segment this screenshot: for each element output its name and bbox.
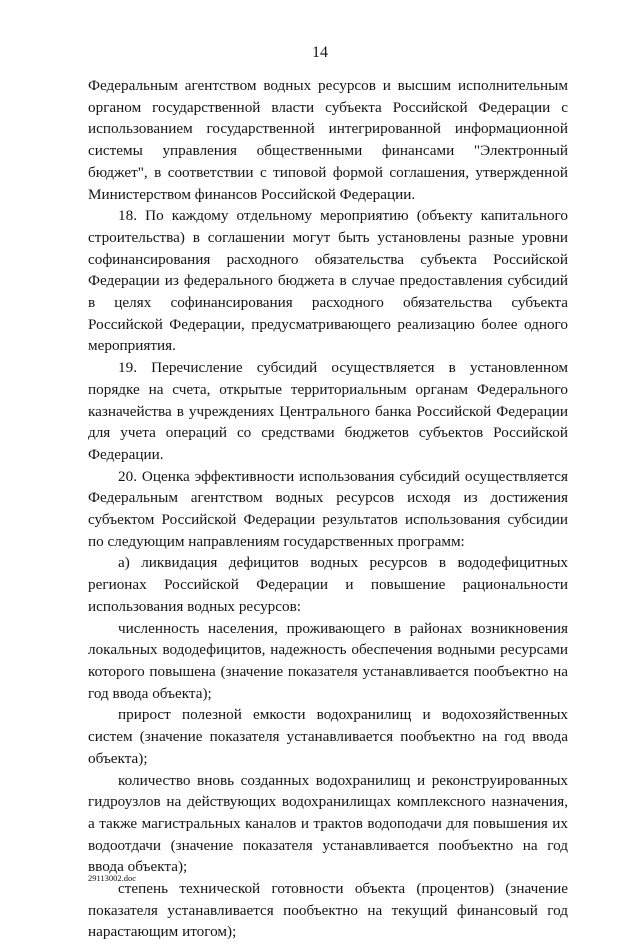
paragraph-indicator-readiness: степень технической готовности объекта (процентов) (значение показателя устанавливается пообъектно на текущий финансовый год нарастающим итогом); xyxy=(88,880,568,941)
footer-filename: 29113002.doc xyxy=(88,873,137,883)
paragraph-20: 20. Оценка эффективности использования субсидий осуществляется Федеральным агентством водных ресурсов исходя из достижения субъектом Российской Федерации результатов использования субсидии по следующим направлениям государственных программ: xyxy=(88,467,568,550)
paragraph-indicator-population: численность населения, проживающего в районах возникновения локальных вододефицитов, надежность обеспечения водными ресурсами которого повышена (значение показателя устанавливается пообъектно на год ввода объекта); xyxy=(88,619,568,702)
paragraph-20a: а) ликвидация дефицитов водных ресурсов в вододефицитных регионах Российской Федерации и повышение рациональности использования водных ресурсов: xyxy=(88,554,568,615)
paragraph-19: 19. Перечисление субсидий осуществляется в установленном порядке на счета, открытые территориальным органам Федерального казначейства в учреждениях Центрального банка Российской Федерации для учета операций со средствами бюджетов субъектов Российской Федерации. xyxy=(88,359,568,463)
paragraph-indicator-reservoirs: количество вновь созданных водохранилищ и реконструированных гидроузлов на действующих водохранилищах комплексного назначения, а также магистральных каналов и трактов водоподачи для повышения их водоотдачи (значение показателя устанавливается пообъектно на год ввода объекта); xyxy=(88,771,568,876)
paragraph-intro-continuation: Федеральным агентством водных ресурсов и высшим исполнительным органом государственной власти субъекта Российской Федерации с использованием государственной интегрированной информационной системы управления общественными финансами "Электронный бюджет", в соответствии с типовой формой соглашения, утвержденной Министерством финансов Российской Федерации. xyxy=(88,77,568,203)
paragraph-indicator-capacity: прирост полезной емкости водохранилищ и водохозяйственных систем (значение показателя устанавливается пообъектно на год ввода объекта); xyxy=(88,706,568,767)
document-body xyxy=(88,75,568,943)
page-number: 14 xyxy=(312,44,328,61)
paragraph-18: 18. По каждому отдельному мероприятию (объекту капитального строительства) в соглашении могут быть установлены разные уровни софинансирования расходного обязательства субъекта Российской Федерации из федерального бюджета в случае предоставления субсидий в целях софинансирования расходного обязательства субъекта Российской Федерации, предусматривающего реализацию более одного мероприятия. xyxy=(88,207,568,355)
